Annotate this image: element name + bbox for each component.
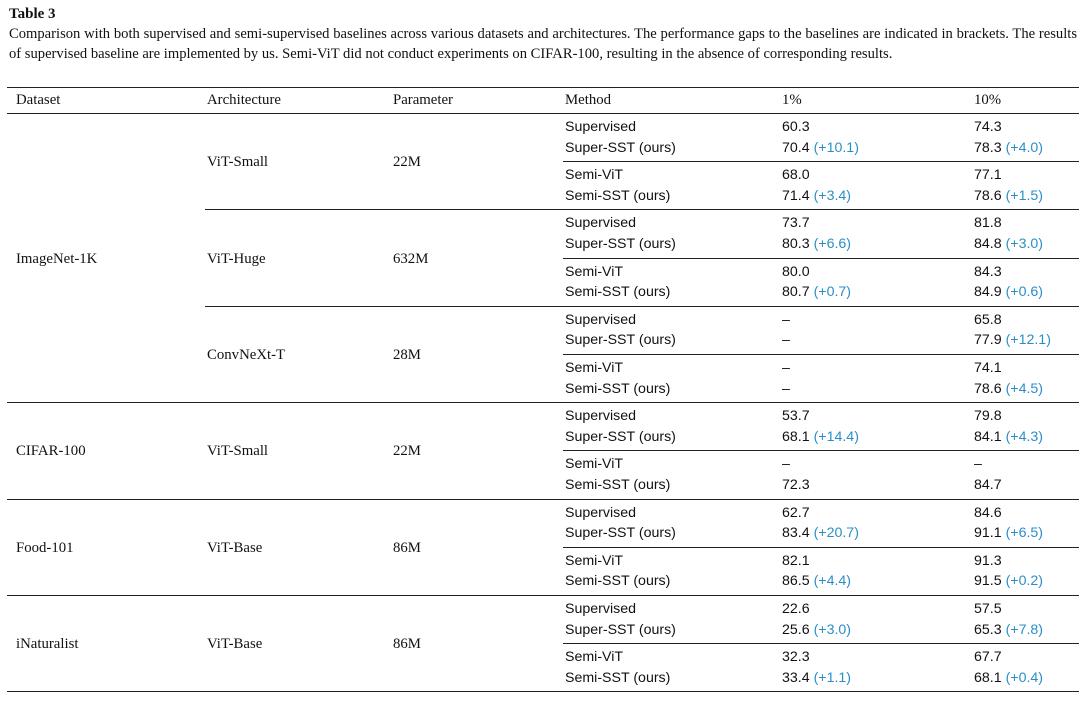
gap-value: (+0.4): [1001, 669, 1044, 686]
value-text: 83.4: [782, 525, 810, 542]
value-10pct: [974, 262, 1002, 282]
architecture-cell: ViT-Base: [207, 636, 263, 653]
dataset-rule: [7, 402, 1079, 403]
value-text: 60.3: [782, 119, 810, 135]
method-cell: Super-SST (ours): [565, 236, 676, 252]
column-header-4: 1%: [782, 92, 802, 108]
value-10pct: [974, 138, 1043, 158]
value-10pct: [974, 668, 1043, 688]
header-rule: [7, 113, 1079, 114]
value-10pct: [974, 117, 1002, 137]
value-text: 65.8: [974, 311, 1002, 328]
value-1pct: [782, 647, 810, 667]
method-group-rule: [563, 547, 1079, 548]
column-header-1: Architecture: [207, 92, 281, 108]
value-1pct: [782, 503, 810, 523]
method-cell: Super-SST (ours): [565, 428, 676, 445]
gap-value: (+4.5): [1001, 380, 1044, 397]
method-cell: Supervised: [565, 311, 636, 328]
value-10pct: [974, 427, 1043, 447]
value-10pct: [974, 379, 1043, 399]
gap-value: (+20.7): [809, 525, 859, 542]
value-text: 79.8: [974, 408, 1002, 425]
parameter-cell: 632M: [393, 250, 429, 267]
value-1pct: [782, 406, 810, 426]
architecture-cell: ConvNeXt-T: [207, 347, 286, 363]
architecture-cell: ViT-Small: [207, 154, 269, 171]
method-group-rule: [563, 450, 1079, 451]
value-text: 80.0: [782, 263, 810, 280]
value-text: 84.7: [974, 477, 1002, 493]
method-cell: Semi-ViT: [565, 167, 624, 184]
value-text: 84.6: [974, 504, 1002, 521]
dataset-cell: iNaturalist: [16, 636, 79, 653]
value-text: –: [782, 360, 790, 376]
value-text: 53.7: [782, 408, 810, 425]
table-caption: [9, 4, 1077, 64]
method-cell: Supervised: [565, 504, 636, 521]
method-cell: Semi-SST (ours): [565, 573, 671, 590]
architecture-rule: [205, 306, 1079, 307]
value-text: 25.6: [782, 621, 810, 638]
value-text: 57.5: [974, 601, 1002, 617]
gap-value: (+4.3): [1001, 428, 1044, 445]
parameter-cell: 28M: [393, 347, 421, 363]
value-text: 71.4: [782, 187, 810, 204]
gap-value: (+3.4): [809, 187, 852, 204]
value-1pct: [782, 310, 790, 330]
method-cell: Semi-ViT: [565, 649, 624, 666]
value-10pct: [974, 523, 1043, 543]
method-group-rule: [563, 643, 1079, 644]
gap-value: (+3.0): [1001, 236, 1044, 252]
value-10pct: [974, 620, 1043, 640]
value-text: 73.7: [782, 215, 810, 232]
method-cell: Semi-SST (ours): [565, 477, 671, 493]
column-header-0: Dataset: [16, 92, 61, 108]
bottom-rule: [7, 691, 1079, 692]
value-text: 68.1: [782, 428, 810, 445]
value-1pct: [782, 427, 859, 447]
value-1pct: [782, 571, 851, 591]
value-text: 33.4: [782, 669, 810, 686]
architecture-cell: ViT-Small: [207, 443, 269, 460]
gap-value: (+7.8): [1001, 621, 1044, 638]
value-10pct: [974, 475, 1002, 495]
value-text: –: [782, 380, 790, 397]
method-cell: Semi-ViT: [565, 263, 624, 280]
value-10pct: [974, 282, 1043, 302]
dataset-rule: [7, 499, 1079, 500]
architecture-cell: ViT-Huge: [207, 250, 266, 267]
gap-value: (+6.6): [809, 236, 852, 252]
value-10pct: [974, 186, 1043, 206]
value-1pct: [782, 262, 810, 282]
value-text: 77.1: [974, 167, 1002, 184]
value-10pct: [974, 647, 1002, 667]
value-text: 78.6: [974, 380, 1002, 397]
value-10pct: [974, 551, 1002, 571]
value-1pct: [782, 523, 859, 543]
gap-value: (+0.6): [1001, 284, 1044, 301]
value-text: 84.1: [974, 428, 1002, 445]
method-cell: Semi-SST (ours): [565, 187, 671, 204]
value-1pct: [782, 117, 810, 137]
method-cell: Supervised: [565, 408, 636, 425]
value-text: 82.1: [782, 552, 810, 569]
method-group-rule: [563, 354, 1079, 355]
value-text: 91.1: [974, 525, 1002, 542]
method-cell: Semi-ViT: [565, 360, 624, 376]
value-1pct: [782, 358, 790, 378]
value-text: 78.3: [974, 139, 1002, 156]
value-1pct: [782, 379, 790, 399]
value-text: 84.8: [974, 236, 1002, 252]
value-1pct: [782, 282, 851, 302]
gap-value: (+4.4): [809, 573, 852, 590]
value-text: 86.5: [782, 573, 810, 590]
parameter-cell: 22M: [393, 443, 421, 460]
value-10pct: [974, 330, 1051, 350]
column-header-2: Parameter: [393, 92, 453, 108]
value-1pct: [782, 551, 810, 571]
value-text: –: [782, 456, 790, 473]
parameter-cell: 22M: [393, 154, 421, 171]
value-1pct: [782, 165, 810, 185]
method-cell: Supervised: [565, 215, 636, 232]
value-1pct: [782, 213, 810, 233]
method-cell: Semi-SST (ours): [565, 284, 671, 301]
top-rule: [7, 87, 1079, 88]
value-text: 77.9: [974, 332, 1002, 349]
parameter-cell: 86M: [393, 636, 421, 653]
dataset-cell: ImageNet-1K: [16, 250, 98, 267]
method-group-rule: [563, 161, 1079, 162]
gap-value: (+14.4): [809, 428, 859, 445]
value-text: 84.3: [974, 263, 1002, 280]
value-text: 22.6: [782, 601, 810, 617]
value-text: 67.7: [974, 649, 1002, 666]
value-text: 91.3: [974, 552, 1002, 569]
architecture-cell: ViT-Base: [207, 539, 263, 556]
value-1pct: [782, 599, 810, 619]
value-10pct: [974, 165, 1002, 185]
method-cell: Super-SST (ours): [565, 139, 676, 156]
value-10pct: [974, 503, 1002, 523]
column-header-3: Method: [565, 92, 612, 108]
value-10pct: [974, 310, 1002, 330]
table-title: Table 3: [9, 6, 56, 22]
method-cell: Semi-ViT: [565, 456, 624, 473]
value-text: 74.3: [974, 119, 1002, 135]
value-1pct: [782, 186, 851, 206]
method-cell: Semi-SST (ours): [565, 669, 671, 686]
value-text: 68.1: [974, 669, 1002, 686]
method-cell: Super-SST (ours): [565, 332, 676, 349]
dataset-cell: CIFAR-100: [16, 443, 86, 460]
value-text: 32.3: [782, 649, 810, 666]
value-text: 70.4: [782, 139, 810, 156]
value-text: 74.1: [974, 360, 1002, 376]
value-10pct: [974, 571, 1043, 591]
gap-value: (+1.1): [809, 669, 852, 686]
value-10pct: [974, 358, 1002, 378]
architecture-rule: [205, 209, 1079, 210]
gap-value: (+6.5): [1001, 525, 1044, 542]
value-10pct: [974, 406, 1002, 426]
dataset-rule: [7, 595, 1079, 596]
value-text: 91.5: [974, 573, 1002, 590]
value-text: 78.6: [974, 187, 1002, 204]
gap-value: (+0.2): [1001, 573, 1044, 590]
parameter-cell: 86M: [393, 539, 421, 556]
gap-value: (+3.0): [809, 621, 852, 638]
gap-value: (+0.7): [809, 284, 852, 301]
column-header-5: 10%: [974, 92, 1002, 108]
gap-value: (+1.5): [1001, 187, 1044, 204]
value-1pct: [782, 475, 810, 495]
value-text: 80.7: [782, 284, 810, 301]
gap-value: (+4.0): [1001, 139, 1044, 156]
method-cell: Semi-ViT: [565, 552, 624, 569]
value-1pct: [782, 454, 790, 474]
method-cell: Supervised: [565, 119, 636, 135]
value-text: 80.3: [782, 236, 810, 252]
value-1pct: [782, 668, 851, 688]
value-text: –: [782, 311, 790, 328]
value-text: 84.9: [974, 284, 1002, 301]
gap-value: (+12.1): [1001, 332, 1051, 349]
method-cell: Supervised: [565, 601, 636, 617]
value-text: 65.3: [974, 621, 1002, 638]
value-text: 62.7: [782, 504, 810, 521]
value-1pct: [782, 234, 851, 254]
value-10pct: [974, 454, 982, 474]
value-10pct: [974, 599, 1002, 619]
value-text: 68.0: [782, 167, 810, 184]
dataset-cell: Food-101: [16, 539, 74, 556]
value-1pct: [782, 330, 790, 350]
gap-value: (+10.1): [809, 139, 859, 156]
value-text: 72.3: [782, 477, 810, 493]
method-cell: Super-SST (ours): [565, 621, 676, 638]
value-text: 81.8: [974, 215, 1002, 232]
value-10pct: [974, 213, 1002, 233]
table-caption-text: Comparison with both supervised and semi-supervised baselines across various datasets and architectures. The performance gaps to the baselines are indicated in brackets. The results of supervised baseline are implemented by us. Semi-ViT did not conduct experiments on CIFAR-100, resulting in the absence of corresponding results.: [9, 26, 1077, 62]
method-cell: Super-SST (ours): [565, 525, 676, 542]
value-text: –: [974, 456, 982, 473]
value-text: –: [782, 332, 790, 349]
method-cell: Semi-SST (ours): [565, 380, 671, 397]
method-group-rule: [563, 258, 1079, 259]
value-1pct: [782, 138, 859, 158]
value-10pct: [974, 234, 1043, 254]
value-1pct: [782, 620, 851, 640]
